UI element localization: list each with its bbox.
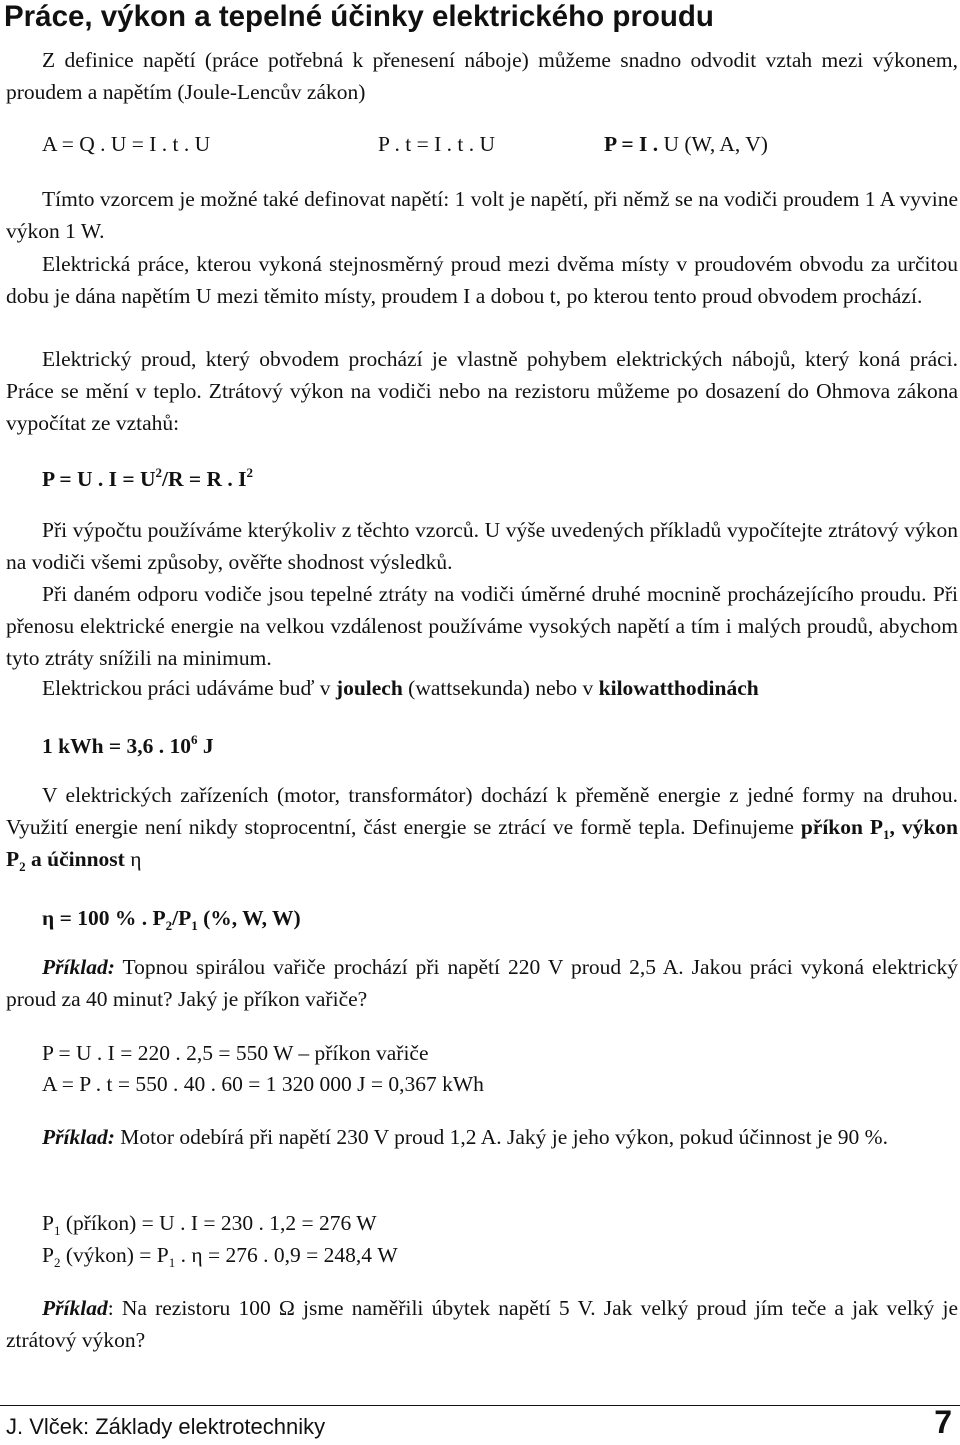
footer-divider	[0, 1405, 960, 1406]
formula-work: A = Q . U = I . t . U	[42, 132, 211, 156]
example-1-text: Příklad: Topnou spirálou vařiče prochází při napětí 220 V proud 2,5 A. Jakou práci vykoná elektrický proud za 40 minut? Jaký je příkon vařiče?	[6, 955, 958, 1011]
formula-power-bold: P = I .	[604, 132, 659, 156]
example-2-text: Příklad: Motor odebírá při napětí 230 V proud 1,2 A. Jaký je jeho výkon, pokud účinnost je 90 %.	[42, 1125, 888, 1149]
work-paragraph: Elektrická práce, kterou vykoná stejnosměrný proud mezi dvěma místy v proudovém obvodu za určitou dobu je dána napětím U mezi těmito místy, proudem I a dobou t, po kterou tento proud obvodem prochází.	[6, 252, 958, 308]
footer-book-title: J. Vlček: Základy elektrotechniky	[6, 1414, 326, 1439]
formula-loss-power: P = U . $I = U^2/R = R$ . $I^2$	[42, 465, 254, 491]
page-number: 7	[934, 1404, 952, 1440]
intro-paragraph: Z definice napětí (práce potřebná k přenesení náboje) můžeme snadno odvodit vztah mezi výkonem, proudem a napětím (Joule-Lencův zákon)	[6, 48, 958, 104]
formula-power	[604, 128, 768, 160]
usage-paragraph: Při výpočtu používáme kterýkoliv z těchto vzorců. U výše uvedených příkladů vypočítejte ztrátový výkon na vodiči všemi způsoby, ověřte shodnost výsledků.	[6, 518, 958, 574]
example-1-line-1: P = U . I = 220 . 2,5 = 550 W – příkon vařiče	[42, 1041, 429, 1065]
example-1-line-2: A = P . t = 550 . 40 . 60 = 1 320 000 J = 0,367 kWh	[42, 1072, 484, 1096]
current-paragraph: Elektrický proud, který obvodem prochází je vlastně pohybem elektrických nábojů, který koná práci. Práce se mění v teplo. Ztrátový výkon na vodiči nebo na rezistoru můžeme po dosazení do Ohmova zákona vypočítat ze vztahů:	[6, 347, 958, 435]
kwh-term: kilowatthodinách	[598, 676, 759, 700]
example-2-label: Příklad:	[42, 1125, 115, 1149]
loss-paragraph: Při daném odporu vodiče jsou tepelné ztráty na vodiči úměrné druhé mocnině procházejícího proudu. Při přenosu elektrické energie na velkou vzdálenost používáme vysokých napětí a tím i malých proudů, abychom tyto ztráty snížili na minimum.	[6, 582, 958, 670]
page-title: Práce, výkon a tepelné účinky elektrického proudu	[4, 0, 714, 33]
example-2-line-1: $P_1$ (příkon) = U . I = 230 . 1,2 = 276 W	[42, 1211, 377, 1238]
example-3-text: Příklad: Na rezistoru 100 Ω jsme naměřili úbytek napětí 5 V. Jak velký proud jím teče a jak velký je ztrátový výkon?	[6, 1296, 958, 1352]
formula-kwh: 1 kWh = 3,6 . $10^6$ J	[42, 732, 214, 758]
formula-power-units: U (W, A, V)	[658, 132, 768, 156]
example-3-label: Příklad	[42, 1296, 108, 1320]
example-1-label: Příklad:	[42, 955, 115, 979]
example-2-line-2: $P_2$ (výkon) = $P_1$ . η = 276 . 0,9 = 248,4 W	[42, 1243, 398, 1270]
joule-term: joulech	[335, 676, 403, 700]
volt-definition-paragraph: Tímto vzorcem je možné také definovat napětí: 1 volt je napětí, při němž se na vodiči proudem 1 A vyvine výkon 1 W.	[6, 187, 958, 243]
formula-efficiency: η = 100 % . $P_2/P_1$ (%, W, W)	[42, 906, 301, 933]
devices-paragraph: V elektrických zařízeních (motor, transformátor) dochází k přeměně energie z jedné formy na druhou. Využití energie není nikdy stoprocentní, část energie se ztrácí ve formě tepla. Definujeme příkon $P_1$, výkon $P_2$ a účinnost η	[6, 783, 958, 874]
units-paragraph: Elektrickou práci udáváme buď v joulech (wattsekunda) nebo v kilowatthodinách	[42, 676, 759, 700]
formula-power-time: P . t = I . t . U	[378, 132, 496, 156]
